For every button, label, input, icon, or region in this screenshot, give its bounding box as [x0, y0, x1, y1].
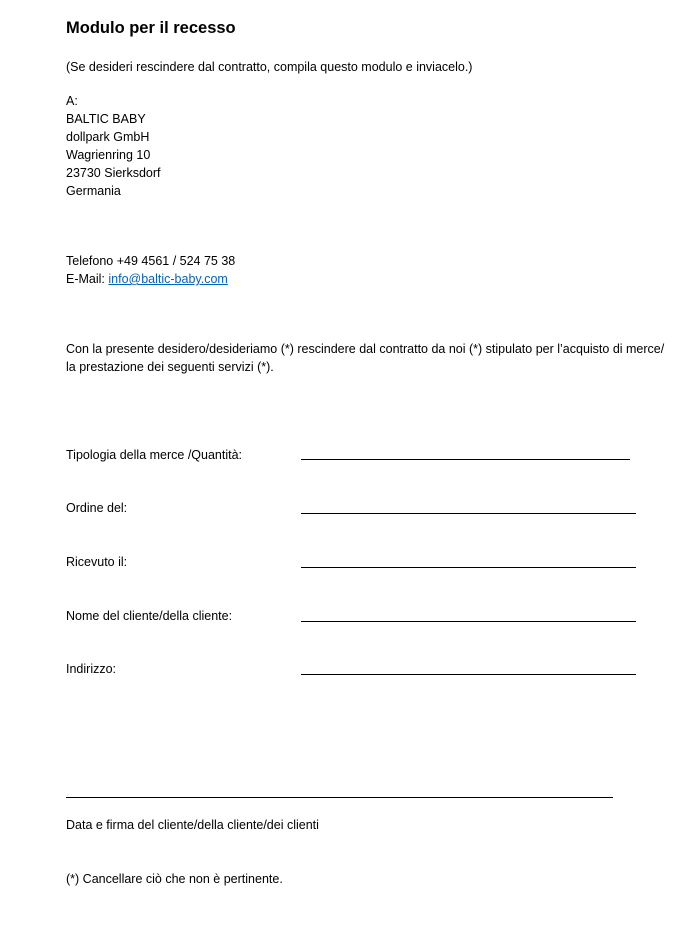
- recipient-address: [66, 92, 161, 200]
- goods-quantity-label: Tipologia della merce /Quantità:: [66, 448, 243, 462]
- received-date-label: Ricevuto il:: [66, 555, 128, 569]
- recipient-city: 23730 Sierksdorf: [66, 166, 161, 180]
- email-label: E-Mail:: [66, 272, 109, 286]
- recipient-label: A:: [66, 94, 78, 108]
- email-row: [66, 270, 235, 288]
- footnote: (*) Cancellare ciò che non è pertinente.: [66, 872, 283, 886]
- customer-name-label: Nome del cliente/della cliente:: [66, 609, 233, 623]
- form-title: Modulo per il recesso: [66, 19, 236, 37]
- customer-name-input-line[interactable]: [301, 621, 636, 622]
- form-intro: (Se desideri rescindere dal contratto, compila questo modulo e inviacelo.): [66, 60, 473, 74]
- signature-label: Data e firma del cliente/della cliente/dei clienti: [66, 818, 319, 832]
- order-date-input-line[interactable]: [301, 513, 636, 514]
- withdrawal-statement: Con la presente desidero/desideriamo (*) rescindere dal contratto da noi (*) stipulato per l’acquisto di merce/ la prestazione dei seguenti servizi (*).: [66, 342, 665, 374]
- address-input-line[interactable]: [301, 674, 636, 675]
- order-date-label: Ordine del:: [66, 501, 128, 515]
- recipient-street: Wagrienring 10: [66, 148, 151, 162]
- address-label: Indirizzo:: [66, 662, 117, 676]
- email-link[interactable]: info@baltic-baby.com: [108, 272, 228, 286]
- phone-number: Telefono +49 4561 / 524 75 38: [66, 254, 236, 268]
- recipient-entity: dollpark GmbH: [66, 130, 150, 144]
- received-date-input-line[interactable]: [301, 567, 636, 568]
- signature-line[interactable]: [66, 797, 613, 798]
- goods-quantity-input-line[interactable]: [301, 459, 630, 460]
- contact-info: [66, 252, 235, 288]
- recipient-company: BALTIC BABY: [66, 112, 146, 126]
- recipient-country: Germania: [66, 184, 121, 198]
